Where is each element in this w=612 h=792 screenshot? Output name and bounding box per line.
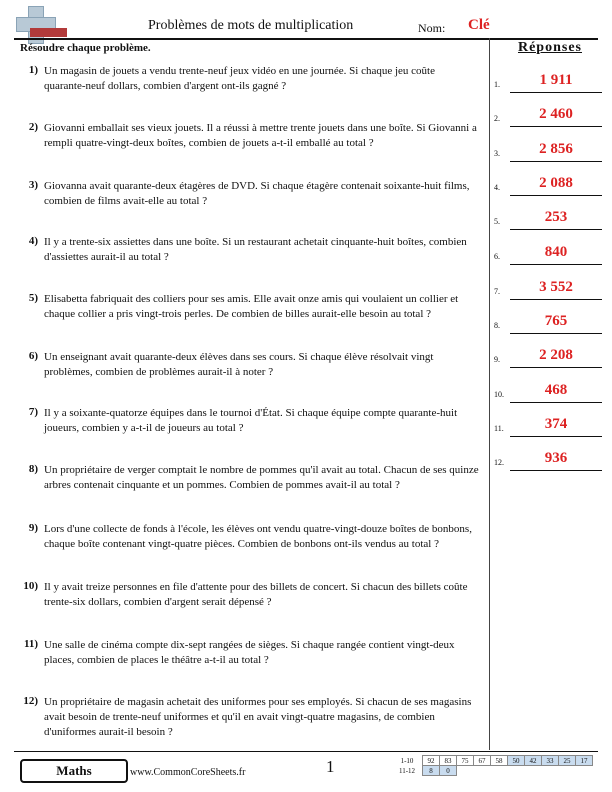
- answer-value: 840: [544, 244, 568, 260]
- problem-number: 1): [28, 64, 38, 76]
- answer-number: 11.: [494, 424, 504, 433]
- problem-text: Une salle de cinéma compte dix-sept rangées de sièges. Si chaque rangée contient vingt-deux places, combien de places le théâtre a-t-il au total ?: [44, 639, 455, 666]
- page-number: 1: [326, 757, 335, 776]
- answer-12: [494, 452, 604, 472]
- answer-line: [510, 195, 602, 196]
- answer-line: [510, 126, 602, 127]
- answer-4: [494, 177, 604, 197]
- score-cell: 92: [423, 756, 440, 766]
- answer-number: 6.: [494, 252, 500, 261]
- score-cell-empty: [576, 766, 593, 776]
- answer-line: [510, 229, 602, 230]
- answer-11: [494, 418, 604, 438]
- score-cell-empty: [457, 766, 474, 776]
- score-row: [392, 766, 593, 776]
- score-row: [392, 756, 593, 766]
- score-cell: 75: [457, 756, 474, 766]
- problem-number: 5): [28, 292, 38, 304]
- score-cell: 0: [440, 766, 457, 776]
- score-cell-empty: [491, 766, 508, 776]
- answer-value: 2 088: [539, 175, 573, 191]
- problem-text: Un propriétaire de verger comptait le nombre de pommes qu'il avait au total. Chacun de ses quinze arbres contenait cinquante et un pommes. Combien de pommes avait-il au total ?: [44, 464, 479, 491]
- problem-number: 3): [28, 179, 38, 191]
- problem-number: 4): [28, 235, 38, 247]
- answer-value: 2 460: [539, 106, 573, 122]
- problem-text: Il y a trente-six assiettes dans une boîte. Si un restaurant achetait cinquante-huit boîtes, combien d'assiettes aurait-il au total ?: [44, 236, 467, 263]
- answer-7: [494, 281, 604, 301]
- score-cell-empty: [525, 766, 542, 776]
- answer-number: 4.: [494, 183, 500, 192]
- answer-line: [510, 470, 602, 471]
- page-title: Problèmes de mots de multiplication: [148, 18, 354, 33]
- answers-heading: Réponses: [517, 40, 582, 55]
- answer-value: 936: [544, 450, 568, 466]
- problem-number: 6): [28, 350, 38, 362]
- answer-value: 2 208: [539, 347, 573, 363]
- score-cell-empty: [508, 766, 525, 776]
- score-table: [392, 755, 593, 776]
- footer-divider: [14, 751, 598, 752]
- score-cell: 50: [508, 756, 525, 766]
- answer-5: [494, 211, 604, 231]
- answer-line: [510, 402, 602, 403]
- name-value: Clé: [468, 17, 490, 33]
- problem-number: 10): [23, 580, 38, 592]
- score-row-label: 1-10: [400, 756, 414, 765]
- answer-9: [494, 349, 604, 369]
- answer-number: 10.: [494, 390, 504, 399]
- answer-value: 765: [544, 313, 568, 329]
- score-cell: 17: [576, 756, 593, 766]
- score-cell: 67: [474, 756, 491, 766]
- subject-badge: Maths: [20, 759, 128, 783]
- problem-number: 2): [28, 121, 38, 133]
- instructions: Résoudre chaque problème.: [20, 42, 151, 54]
- answer-number: 7.: [494, 287, 500, 296]
- problem-number: 11): [23, 638, 38, 650]
- answers-column-divider: [489, 38, 490, 750]
- problem-text: Un propriétaire de magasin achetait des uniformes pour ses employés. Si chacun de ses magasins avait besoin de trente-neuf uniformes et qu'il en avait vingt-quatre magasins, de combien d'uniformes aurait-il besoin ?: [44, 696, 472, 738]
- problem-text: Un magasin de jouets a vendu trente-neuf jeux vidéo en une journée. Si chaque jeu coûte quarante-neuf dollars, combien d'argent ont-ils gagné ?: [44, 65, 435, 92]
- name-label: Nom:: [418, 21, 446, 35]
- answer-value: 3 552: [539, 279, 573, 295]
- answer-number: 5.: [494, 217, 500, 226]
- score-cell-empty: [474, 766, 491, 776]
- score-cell: 83: [440, 756, 457, 766]
- answer-line: [510, 367, 602, 368]
- problem-text: Elisabetta fabriquait des colliers pour ses amis. Elle avait onze amis qui voulaient un collier et chaque collier a pris vingt-trois perles. De combien de billes aurait-elle besoin au total ?: [44, 293, 459, 320]
- logo-red-block: [30, 28, 67, 37]
- answer-number: 12.: [494, 458, 504, 467]
- score-cell: 25: [559, 756, 576, 766]
- score-cell: 8: [423, 766, 440, 776]
- answer-value: 253: [544, 209, 568, 225]
- score-cell: 33: [542, 756, 559, 766]
- problem-text: Lors d'une collecte de fonds à l'école, les élèves ont vendu quatre-vingt-douze boîtes de bonbons, chaque boîte contenant vingt-quatre pièces. Combien de bonbons ont-ils vendus au total ?: [44, 523, 472, 550]
- answer-number: 2.: [494, 114, 500, 123]
- problem-number: 8): [28, 463, 38, 475]
- answer-line: [510, 161, 602, 162]
- score-row-label: 11-12: [398, 766, 416, 775]
- answer-number: 3.: [494, 149, 500, 158]
- answer-line: [510, 92, 602, 93]
- answer-8: [494, 315, 604, 335]
- problem-text: Un enseignant avait quarante-deux élèves dans ses cours. Si chaque élève résolvait vingt problèmes, combien de problèmes aurait-il à noter ?: [44, 351, 434, 378]
- score-cell-empty: [542, 766, 559, 776]
- score-cell-empty: [559, 766, 576, 776]
- problem-number: 9): [28, 522, 38, 534]
- answer-10: [494, 384, 604, 404]
- answer-value: 1 911: [539, 72, 573, 88]
- answer-line: [510, 264, 602, 265]
- answer-6: [494, 246, 604, 266]
- problem-text: Il y a soixante-quatorze équipes dans le tournoi d'État. Si chaque équipe compte quarante-huit joueurs, combien y a-t-il de joueurs au total ?: [44, 407, 458, 434]
- problem-number: 7): [28, 406, 38, 418]
- answer-1: [494, 74, 604, 94]
- answer-line: [510, 436, 602, 437]
- answer-line: [510, 299, 602, 300]
- answer-line: [510, 333, 602, 334]
- answer-number: 8.: [494, 321, 500, 330]
- website-link[interactable]: www.CommonCoreSheets.fr: [130, 767, 246, 778]
- answer-value: 2 856: [539, 141, 573, 157]
- answer-value: 374: [544, 416, 568, 432]
- problem-text: Giovanni emballait ses vieux jouets. Il a réussi à mettre trente jouets dans une boîte. Si Giovanni a rempli quatre-vingt-deux boîtes, combien de jouets a-t-il emballé au total ?: [44, 122, 477, 149]
- answer-3: [494, 143, 604, 163]
- answer-value: 468: [544, 382, 568, 398]
- problem-number: 12): [23, 695, 38, 707]
- problem-text: Il y avait treize personnes en file d'attente pour des billets de concert. Si chacun des billets coûte trente-six dollars, combien d'argent serait dépensé ?: [44, 581, 468, 608]
- score-cell: 58: [491, 756, 508, 766]
- answer-2: [494, 108, 604, 128]
- answer-number: 1.: [494, 80, 500, 89]
- score-cell: 42: [525, 756, 542, 766]
- answer-number: 9.: [494, 355, 500, 364]
- problem-text: Giovanna avait quarante-deux étagères de DVD. Si chaque étagère contenait soixante-huit films, combien de films avait-elle au total ?: [44, 180, 470, 207]
